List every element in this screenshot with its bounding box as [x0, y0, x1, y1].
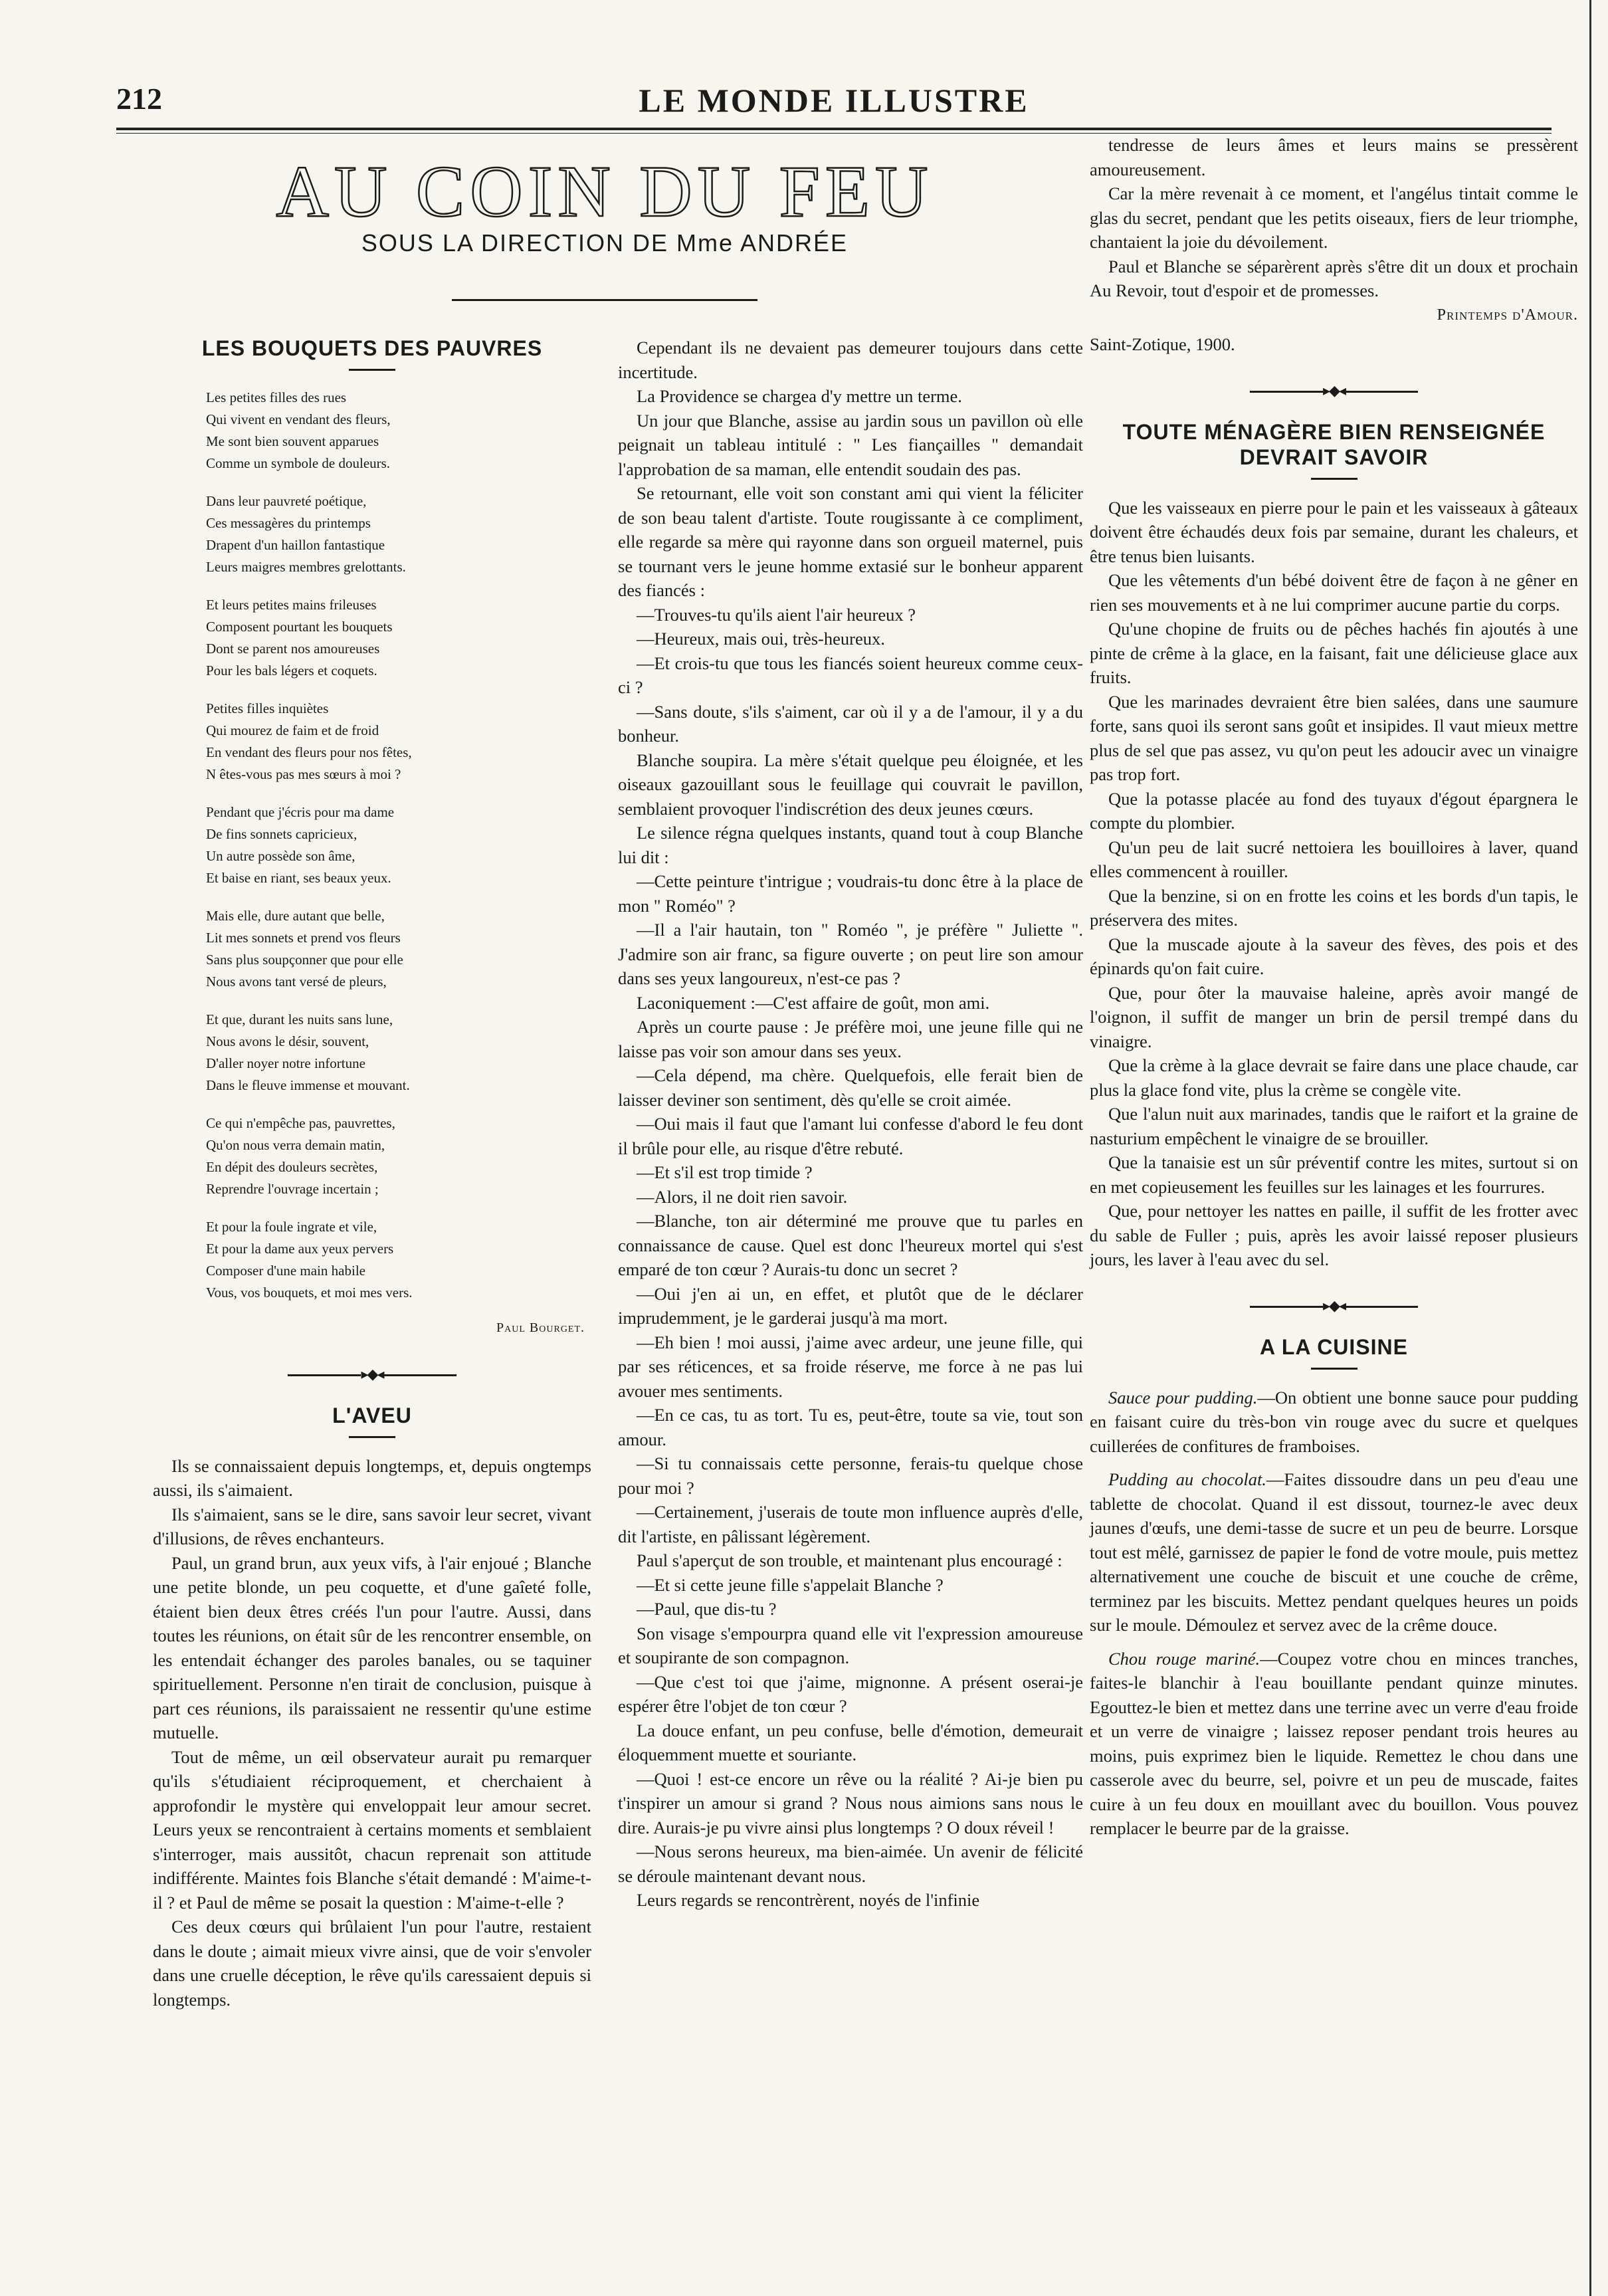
poem-stanza — [206, 1112, 591, 1200]
paragraph: La Providence se chargea d'y mettre un terme. — [637, 386, 962, 406]
poem-line: Et baise en riant, ses beaux yeux. — [206, 870, 391, 886]
poem-line: Dans le fleuve immense et mouvant. — [206, 1077, 410, 1093]
recipe-name: Pudding au chocolat. — [1108, 1469, 1266, 1489]
poem-line: Pendant que j'écris pour ma dame — [206, 804, 395, 820]
aveu-author: Printemps d'Amour. — [1437, 306, 1578, 324]
paragraph: Que les vaisseaux en pierre pour le pain et les vaisseaux à gâteaux doivent être échaudés deux fois par semaine, durant les chaleurs, et être tenus bien luisants. — [1090, 497, 1578, 566]
paragraph: Cependant ils ne devaient pas demeurer toujours dans cette incertitude. — [618, 338, 1083, 382]
paragraph: —Nous serons heureux, ma bien-aimée. Un avenir de félicité se déroule maintenant devant nous. — [618, 1841, 1083, 1886]
paragraph: —Heureux, mais oui, très-heureux. — [637, 629, 885, 649]
paragraph: Laconiquement :—C'est affaire de goût, mon ami. — [637, 992, 990, 1013]
paragraph: Que les vêtements d'un bébé doivent être de façon à ne gêner en rien ses mouvements et à ne lui comprimer aucune partie du corps. — [1090, 570, 1578, 615]
aveu-column-1-text — [153, 1454, 591, 2012]
poem-line: Petites filles inquiètes — [206, 700, 329, 716]
paragraph: —Et si cette jeune fille s'appelait Blanche ? — [637, 1574, 944, 1595]
poem-stanza — [206, 594, 591, 682]
journal-name: LE MONDE ILLUSTRE — [639, 82, 1029, 119]
poem-line: Qui vivent en vendant des fleurs, — [206, 411, 391, 427]
poem-body — [153, 387, 591, 1304]
paragraph: Que, pour nettoyer les nattes en paille, il suffit de les frotter avec du sable de Fuller ; puis, après les avoir laissé reposer plusieurs jours, les laver à l'eau avec du sel. — [1090, 1201, 1578, 1269]
paragraph: —Sans doute, s'ils s'aiment, car où il y a de l'amour, il y a du bonheur. — [618, 701, 1083, 746]
menagere-title-line1: TOUTE MÉNAGÈRE BIEN RENSEIGNÉE — [1122, 419, 1546, 444]
paragraph: Le silence régna quelques instants, quand tout à coup Blanche lui dit : — [618, 823, 1083, 867]
recipe — [1090, 1647, 1578, 1841]
paragraph: —Blanche, ton air déterminé me prouve que tu parles en connaissance de cause. Quel est donc l'heureux mortel qui s'est emparé de ton cœur ? Aurais-tu donc un secret ? — [618, 1211, 1083, 1279]
poem-line: Et que, durant les nuits sans lune, — [206, 1011, 393, 1027]
page-edge-line — [1589, 0, 1591, 2296]
paragraph: Son visage s'empourpra quand elle vit l'expression amoureuse et soupirante de son compagnon. — [618, 1623, 1083, 1667]
paragraph: Que la tanaisie est un sûr préventif contre les mites, surtout si on en met copieusement les feuilles sur les lainages et les fourrures. — [1090, 1152, 1578, 1197]
paragraph: —Alors, il ne doit rien savoir. — [637, 1186, 848, 1207]
poem-stanza — [206, 1216, 591, 1304]
poem-line: Ces messagères du printemps — [206, 515, 371, 531]
paragraph: Que l'alun nuit aux marinades, tandis que le raifort et la graine de nasturium empêchent le vinaigre de se brouiller. — [1090, 1104, 1578, 1148]
poem-line: Reprendre l'ouvrage incertain ; — [206, 1181, 379, 1197]
cuisine-text — [1090, 1386, 1578, 1841]
paragraph: —Trouves-tu qu'ils aient l'air heureux ? — [637, 604, 916, 625]
section-rule — [349, 369, 395, 371]
paragraph: —Oui mais il faut que l'amant lui confesse d'abord le feu dont il brûle pour elle, au risque d'être rebuté. — [618, 1114, 1083, 1158]
paragraph: —Cela dépend, ma chère. Quelquefois, elle ferait bien de laisser deviner son sentiment, dès qu'elle se croit aimée. — [618, 1065, 1083, 1110]
paragraph: Paul s'aperçut de son trouble, et maintenant plus encouragé : — [637, 1550, 1062, 1570]
poem-line: Nous avons le désir, souvent, — [206, 1033, 369, 1049]
poem-stanza — [206, 698, 591, 785]
aveu-column-3-text — [1090, 133, 1578, 303]
poem-line: Comme un symbole de douleurs. — [206, 455, 391, 471]
paragraph: Un jour que Blanche, assise au jardin sous un pavillon où elle peignait un tableau intitulé : " Les fiançailles " demandait l'approbation de sa maman, elle entendit soudain des pas. — [618, 410, 1083, 479]
column-3 — [1090, 133, 1578, 1850]
recipe — [1090, 1467, 1578, 1637]
poem-author: Paul Bourget. — [496, 1320, 585, 1335]
recipe-text: —On obtient une bonne sauce pour pudding en faisant cuire du très-bon vin rouge avec du sucre et quelques cuillerées de confitures de framboises. — [1090, 1387, 1578, 1456]
poem-line: Pour les bals légers et coquets. — [206, 663, 377, 678]
poem-line: Sans plus soupçonner que pour elle — [206, 952, 403, 968]
recipe-text: —Faites dissoudre dans un peu d'eau une tablette de chocolat. Quand il est dissout, tournez-le avec deux jaunes d'œufs, une demi-tasse de sucre et un peu de beurre. Lorsque tout est mêlé, garnissez de papier le fond de votre moule, puis mettez alternativement une couche de biscuit et une couche de crême, terminez par les biscuits. Mettez pendant quelques heures un poids sur le moule. Démoulez et servez avec de la crême douce. — [1090, 1469, 1578, 1635]
poem-stanza — [206, 387, 591, 474]
paragraph: tendresse de leurs âmes et leurs mains se pressèrent amoureusement. — [1090, 135, 1578, 179]
page-number: 212 — [116, 82, 162, 116]
poem-stanza — [206, 905, 591, 993]
poem-stanza — [206, 1009, 591, 1096]
paragraph: Que, pour ôter la mauvaise haleine, après avoir mangé de l'oignon, il suffit de manger un brin de persil trempé dans du vinaigre. — [1090, 982, 1578, 1051]
paragraph: Que la muscade ajoute à la saveur des fèves, des pois et des épinards qu'on fait cuire. — [1090, 934, 1578, 978]
paragraph: Paul, un grand brun, aux yeux vifs, à l'air enjoué ; Blanche une petite blonde, un peu coquette, et d'une gaîeté folle, étaient bien deux êtres créés l'un pour l'autre. Aussi, dans toutes les réunions, on était sûr de les rencontrer ensemble, on les entendait échanger des paroles banales, ou se taquiner spirituellement. Personne n'en tirait de conclusion, puisque à part ces réunions, ils paraissaient ne ressentir qu'une estime mutuelle. — [153, 1552, 591, 1742]
aveu-column-2-text — [618, 336, 1083, 1913]
recipe — [1090, 1386, 1578, 1459]
paragraph: —Oui j'en ai un, en effet, et plutôt que de le déclarer imprudemment, je le garderai jusqu'à ma mort. — [618, 1283, 1083, 1328]
poem-line: Vous, vos bouquets, et moi mes vers. — [206, 1285, 413, 1301]
ornament: ▸◆◂ — [153, 1364, 591, 1384]
paragraph: Ils se connaissaient depuis longtemps, et, depuis ongtemps aussi, ils s'aimaient. — [153, 1455, 591, 1500]
masthead-rule — [116, 128, 1552, 130]
paragraph: Qu'une chopine de fruits ou de pêches hachés fin ajoutés à une pinte de crême à la glace, en la faisant, fait une délicieuse glace aux fruits. — [1090, 619, 1578, 687]
section-rule — [1311, 1368, 1357, 1370]
poem-line: Et leurs petites mains frileuses — [206, 597, 377, 613]
poem-line: Et pour la foule ingrate et vile, — [206, 1219, 377, 1235]
masthead — [116, 81, 1552, 128]
poem-line: Et pour la dame aux yeux pervers — [206, 1241, 394, 1257]
poem-line: Dans leur pauvreté poétique, — [206, 493, 367, 509]
poem-line: Dont se parent nos amoureuses — [206, 641, 380, 657]
paragraph: —En ce cas, tu as tort. Tu es, peut-être, toute sa vie, tout son amour. — [618, 1405, 1083, 1449]
poem-line: En vendant des fleurs pour nos fêtes, — [206, 744, 412, 760]
poem-line: Leurs maigres membres grelottants. — [206, 559, 406, 575]
recipe-name: Sauce pour pudding. — [1108, 1387, 1258, 1408]
menagere-text — [1090, 496, 1578, 1272]
poem-line: De fins sonnets capricieux, — [206, 826, 357, 842]
paragraph: Leurs regards se rencontrèrent, noyés de l'infinie — [637, 1890, 980, 1910]
feature-rule — [452, 299, 757, 301]
paragraph: —Si tu connaissais cette personne, ferais-tu quelque chose pour moi ? — [618, 1453, 1083, 1498]
poem-line: N êtes-vous pas mes sœurs à moi ? — [206, 766, 401, 782]
section-rule — [349, 1436, 395, 1438]
paragraph: —Et crois-tu que tous les fiancés soient heureux comme ceux-ci ? — [618, 653, 1083, 697]
ornament: ▸◆◂ — [1090, 1296, 1578, 1316]
ornament: ▸◆◂ — [1090, 381, 1578, 401]
menagere-title-line2: DEVRAIT SAVOIR — [1239, 445, 1429, 469]
column-2 — [618, 336, 1083, 1913]
paragraph: —Il a l'air hautain, ton " Roméo ", je préfère " Juliette ". J'admire son air franc, sa figure ouverte ; on peut lire son amour dans ses yeux langoureux, n'est-ce pas ? — [618, 920, 1083, 988]
poem-stanza — [206, 490, 591, 578]
paragraph: Ces deux cœurs qui brûlaient l'un pour l'autre, restaient dans le doute ; aimait mieux vivre ainsi, que de voir s'envoler dans une cruelle déception, le rêve qu'ils caressaient depuis si longtemps. — [153, 1917, 591, 2010]
poem-line: Drapent d'un haillon fantastique — [206, 537, 385, 553]
poem-line: Qu'on nous verra demain matin, — [206, 1137, 385, 1153]
paragraph: Ils s'aimaient, sans se le dire, sans savoir leur secret, vivant d'illusions, de rêves enchanteurs. — [153, 1504, 591, 1548]
paragraph: —Certainement, j'userais de toute mon influence auprès d'elle, dit l'artiste, en pâlissant légèrement. — [618, 1502, 1083, 1546]
paragraph: Se retournant, elle voit son constant ami qui vient la féliciter de son beau talent d'artiste. Toute rougissante à ce compliment, elle regarde sa mère qui rayonne dans son orgueil maternel, puis se tournant vers le jeune homme extasié sur le bonheur apparent des fiancés : — [618, 483, 1083, 600]
poem-line: D'aller noyer notre infortune — [206, 1055, 365, 1071]
poem-line: Lit mes sonnets et prend vos fleurs — [206, 930, 401, 946]
poem-stanza — [206, 801, 591, 889]
recipe-text: —Coupez votre chou en minces tranches, faites-le blanchir à l'eau bouillante pendant quinze minutes. Egouttez-le bien et mettez dans une terrine avec un verre d'eau froide et un verre de vinaigre ; laissez reposer pendant trois heures au moins, puis exprimez bien le liquide. Remettez le chou dans une casserole avec du beurre, sel, poivre et un peu de muscade, faites cuire à un feu doux en mouillant avec du bouillon. Vous pouvez remplacer le beurre par de la graisse. — [1090, 1648, 1578, 1838]
paragraph: —Et s'il est trop timide ? — [637, 1162, 813, 1182]
feature-title: AU COIN DU FEU — [276, 151, 934, 232]
poem-line: Ce qui n'empêche pas, pauvrettes, — [206, 1115, 395, 1131]
feature-subtitle: SOUS LA DIRECTION DE Mme ANDRÉE — [361, 229, 849, 257]
paragraph: Après un courte pause : Je préfère moi, une jeune fille qui ne laisse pas voir son amour dans ses yeux. — [618, 1017, 1083, 1061]
paragraph: Que la potasse placée au fond des tuyaux d'égout épargnera le compte du plombier. — [1090, 788, 1578, 833]
poem-line: Un autre possède son âme, — [206, 848, 355, 864]
paragraph: —Paul, que dis-tu ? — [637, 1599, 777, 1619]
poem-line: En dépit des douleurs secrètes, — [206, 1159, 378, 1175]
paragraph: —Cette peinture t'intrigue ; voudrais-tu donc être à la place de mon " Roméo" ? — [618, 871, 1083, 916]
paragraph: Que les marinades devraient être bien salées, dans une saumure forte, sans quoi ils seront sans goût et insipides. Il vaut mieux mettre plus de sel que pas assez, vu qu'on peut les adoucir avec un vinaigre pas trop fort. — [1090, 691, 1578, 784]
column-1 — [153, 336, 591, 2012]
paragraph: Blanche soupira. La mère s'était quelque peu éloignée, et les oiseaux gazouillant sous le feuillage qui couvrait le pavillon, semblaient provoquer l'indiscrétion des deux jeunes cœurs. — [618, 750, 1083, 819]
paragraph: Car la mère revenait à ce moment, et l'angélus tintait comme le glas du secret, pendant que les petits oiseaux, fiers de leur triomphe, chantaient la joie du dévoilement. — [1090, 183, 1578, 252]
poem-line: Nous avons tant versé de pleurs, — [206, 974, 387, 990]
poem-line: Me sont bien souvent apparues — [206, 433, 379, 449]
poem-line: Qui mourez de faim et de froid — [206, 722, 379, 738]
cuisine-title: A LA CUISINE — [1260, 1334, 1408, 1359]
poem-line: Mais elle, dure autant que belle, — [206, 908, 385, 924]
poem-line: Composer d'une main habile — [206, 1263, 365, 1279]
recipe-name: Chou rouge mariné. — [1108, 1648, 1260, 1669]
paragraph: Qu'un peu de lait sucré nettoiera les bouilloires à laver, quand elles commencent à rouiller. — [1090, 837, 1578, 881]
paragraph: Paul et Blanche se séparèrent après s'être dit un doux et prochain Au Revoir, tout d'espoir et de promesses. — [1090, 256, 1578, 300]
poem-line: Composent pourtant les bouquets — [206, 619, 393, 635]
section-rule — [1311, 478, 1357, 480]
poem-title: LES BOUQUETS DES PAUVRES — [201, 336, 543, 360]
paragraph: Tout de même, un œil observateur aurait pu remarquer qu'ils s'étudiaient réciproquement, et cherchaient à approfondir le mystère qui enveloppait leur amour secret. Leurs yeux se rencontraient à certains moments et semblaient s'interroger, mais aussitôt, chacun reprenait son attitude indifférente. Maintes fois Blanche s'était demandé : M'aime-t-il ? et Paul de même se posait la question : M'aime-t-elle ? — [153, 1746, 591, 1913]
paragraph: La douce enfant, un peu confuse, belle d'émotion, demeurait éloquemment muette et souriante. — [618, 1720, 1083, 1764]
paragraph: —Eh bien ! moi aussi, j'aime avec ardeur, une jeune fille, qui par ses réticences, et sa froide réserve, me force à ne pas lui avouer mes sentiments. — [618, 1332, 1083, 1401]
paragraph: —Que c'est toi que j'aime, mignonne. A présent oserai-je espérer être l'objet de ton cœur ? — [618, 1671, 1083, 1716]
aveu-title: L'AVEU — [332, 1403, 412, 1427]
paragraph: Que la benzine, si on en frotte les coins et les bords d'un tapis, le préservera des mites. — [1090, 885, 1578, 930]
poem-line: Les petites filles des rues — [206, 389, 347, 405]
aveu-place-date: Saint-Zotique, 1900. — [1090, 334, 1235, 354]
paragraph: Que la crème à la glace devrait se faire dans une place chaude, car plus la glace fond vite, plus la crème se congèle vite. — [1090, 1055, 1578, 1100]
paragraph: —Quoi ! est-ce encore un rêve ou la réalité ? Ai-je bien pu t'inspirer un amour si grand ? Nous nous aimions sans nous le dire. Aurais-je pu vivre ainsi plus longtemps ? O doux réveil ! — [618, 1768, 1083, 1837]
